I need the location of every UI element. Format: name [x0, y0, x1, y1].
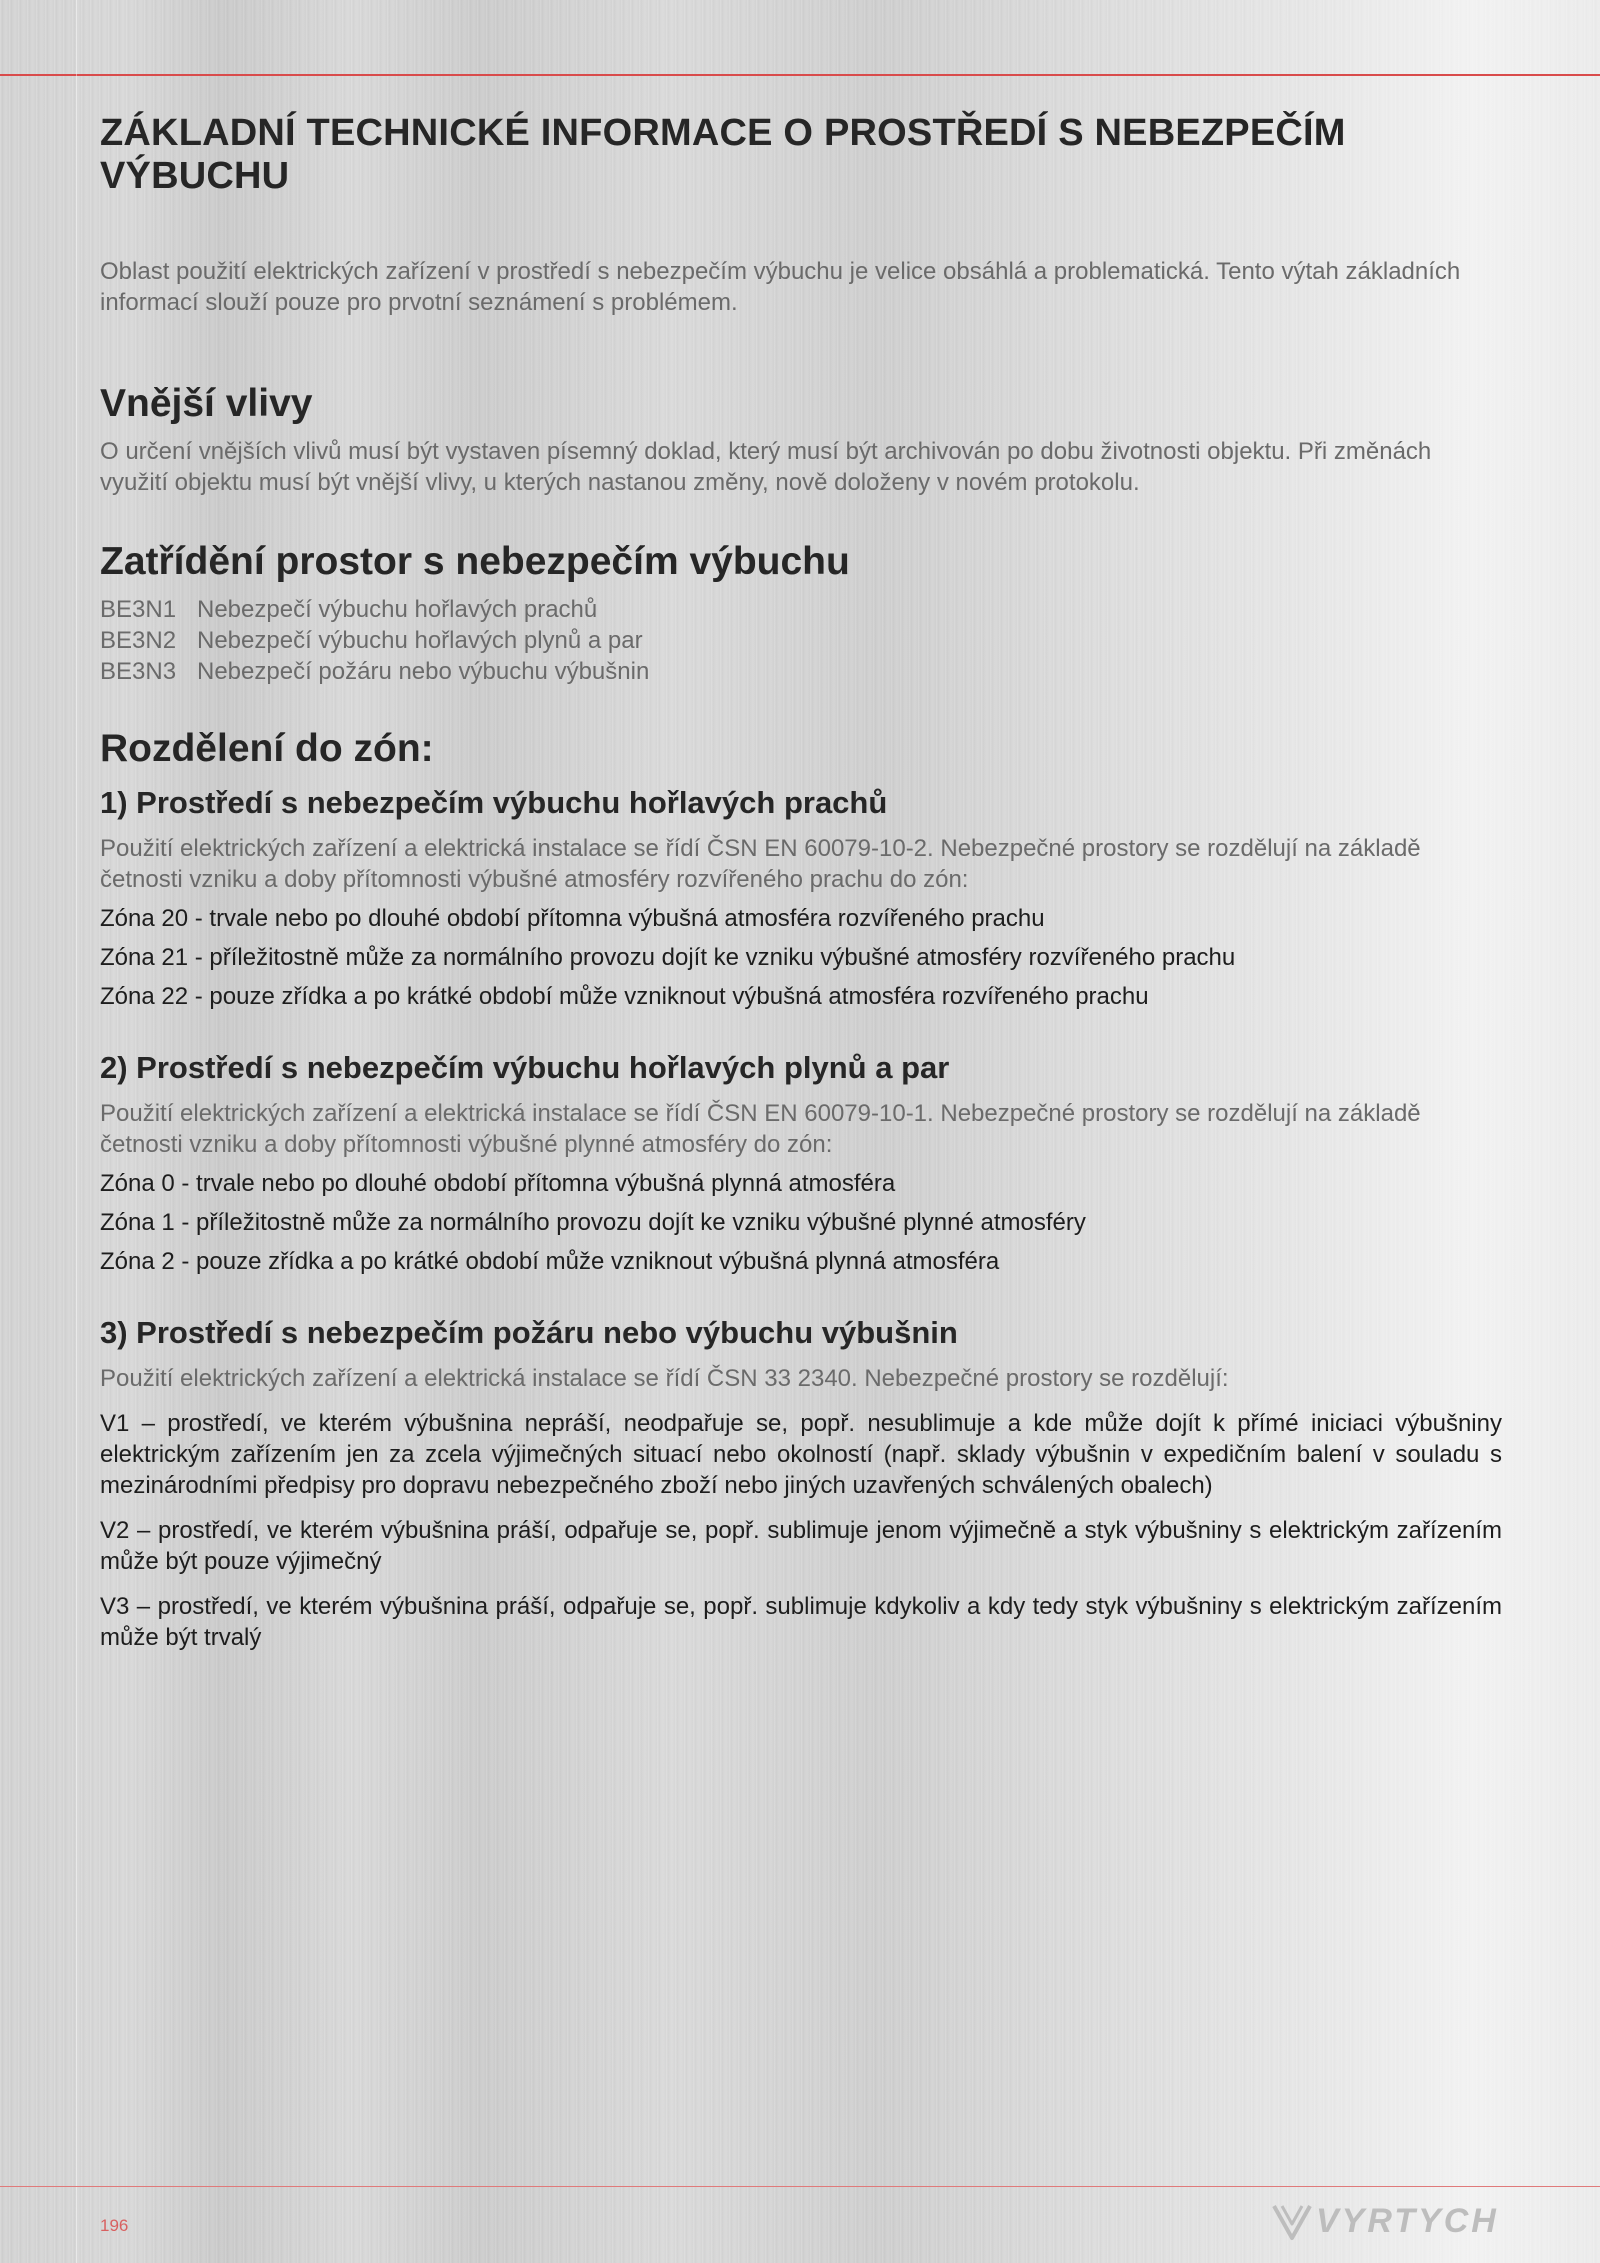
page-number: 196 — [100, 2216, 129, 2235]
subsection-text: Použití elektrických zařízení a elektrická instalace se řídí ČSN EN 60079-10-1. Nebezpečné prostory se rozdělují na základě četnosti vzniku a doby přítomnosti výbušné plynné atmosféry do zón: — [100, 1100, 1421, 1158]
intro-text: Oblast použití elektrických zařízení v prostředí s nebezpečím výbuchu je velice obsáhlá a problematická. Tento výtah základních informací slouží pouze pro prvotní seznámení s problémem. — [100, 258, 1461, 316]
zone-item: Zóna 1 - příležitostně může za normálního provozu dojít ke vzniku výbušné plynné atmosféry — [100, 1209, 1086, 1236]
zone-item: Zóna 2 - pouze zřídka a po krátké období může vzniknout výbušná plynná atmosféra — [100, 1248, 1000, 1275]
section-heading: Vnější vlivy — [100, 382, 313, 425]
classification-code: BE3N1 — [100, 596, 177, 623]
top-red-rule — [0, 74, 1600, 76]
zone-section-explosives — [100, 1315, 1502, 1653]
explosive-zone-item: V1 – prostředí, ve kterém výbušnina nepráší, neodpařuje se, popř. nesublimuje a kde může dojít k přímé iniciaci výbušniny elektrickým zařízením jen za zcela výjimečných situací nebo okolností (např. sklady výbušnin v expedičním balení v souladu s mezinárodními předpisy pro dopravu nebezpečného zboží nebo jiných uzavřených schválených obalech) — [100, 1410, 1502, 1499]
classification-code: BE3N2 — [100, 627, 177, 654]
bottom-red-rule — [0, 2186, 1600, 2187]
intro-block — [100, 256, 1502, 318]
section-text: O určení vnějších vlivů musí být vystaven písemný doklad, který musí být archivován po dobu životnosti objektu. Při změnách využití objektu musí být vnější vlivy, u kterých nastanou změny, nově doloženy v novém protokolu. — [100, 438, 1432, 496]
section-zatrideni — [100, 540, 1502, 687]
subsection-heading: 2) Prostředí s nebezpečím výbuchu hořlavých plynů a par — [100, 1050, 950, 1085]
classification-row — [100, 625, 1502, 656]
explosive-zone-item: V3 – prostředí, ve kterém výbušnina práší, odpařuje se, popř. sublimuje kdykoliv a kdy tedy styk výbušniny s elektrickým zařízením může být trvalý — [100, 1593, 1502, 1651]
page-content — [100, 112, 1502, 1653]
zone-item: Zóna 21 - příležitostně může za normálního provozu dojít ke vzniku výbušné atmosféry rozvířeného prachu — [100, 944, 1236, 971]
section-vnejsi-vlivy — [100, 382, 1502, 498]
subsection-heading: 3) Prostředí s nebezpečím požáru nebo výbuchu výbušnin — [100, 1315, 958, 1350]
section-rozdeleni — [100, 727, 1502, 1653]
section-heading: Zatřídění prostor s nebezpečím výbuchu — [100, 540, 850, 583]
classification-text: Nebezpečí požáru nebo výbuchu výbušnin — [197, 658, 650, 685]
company-logo — [1272, 2202, 1499, 2241]
subsection-text: Použití elektrických zařízení a elektrická instalace se řídí ČSN EN 60079-10-2. Nebezpečné prostory se rozdělují na základě četnosti vzniku a doby přítomnosti výbušné atmosféry rozvířeného prachu do zón: — [100, 835, 1421, 893]
zone-item: Zóna 0 - trvale nebo po dlouhé období přítomna výbušná plynná atmosféra — [100, 1170, 896, 1197]
logo-text: VYRTYCH — [1316, 2202, 1499, 2240]
classification-row — [100, 656, 1502, 687]
section-heading: Rozdělení do zón: — [100, 727, 434, 770]
zone-section-dust — [100, 785, 1502, 1012]
subsection-text: Použití elektrických zařízení a elektrická instalace se řídí ČSN 33 2340. Nebezpečné prostory se rozdělují: — [100, 1365, 1229, 1392]
left-margin-rule — [76, 0, 77, 2263]
explosive-zone-item: V2 – prostředí, ve kterém výbušnina práší, odpařuje se, popř. sublimuje jenom výjimečně a styk výbušniny s elektrickým zařízením může být pouze výjimečný — [100, 1517, 1502, 1575]
zone-item: Zóna 20 - trvale nebo po dlouhé období přítomna výbušná atmosféra rozvířeného prachu — [100, 905, 1045, 932]
classification-text: Nebezpečí výbuchu hořlavých plynů a par — [197, 627, 643, 654]
logo-chevron-icon — [1272, 2203, 1312, 2241]
page-title: ZÁKLADNÍ TECHNICKÉ INFORMACE O PROSTŘEDÍ S NEBEZPEČÍM VÝBUCHU — [100, 112, 1346, 197]
classification-code: BE3N3 — [100, 658, 177, 685]
classification-row — [100, 594, 1502, 625]
zone-section-gas — [100, 1050, 1502, 1277]
subsection-heading: 1) Prostředí s nebezpečím výbuchu hořlavých prachů — [100, 785, 888, 820]
classification-text: Nebezpečí výbuchu hořlavých prachů — [197, 596, 598, 623]
zone-item: Zóna 22 - pouze zřídka a po krátké období může vzniknout výbušná atmosféra rozvířeného prachu — [100, 983, 1149, 1010]
